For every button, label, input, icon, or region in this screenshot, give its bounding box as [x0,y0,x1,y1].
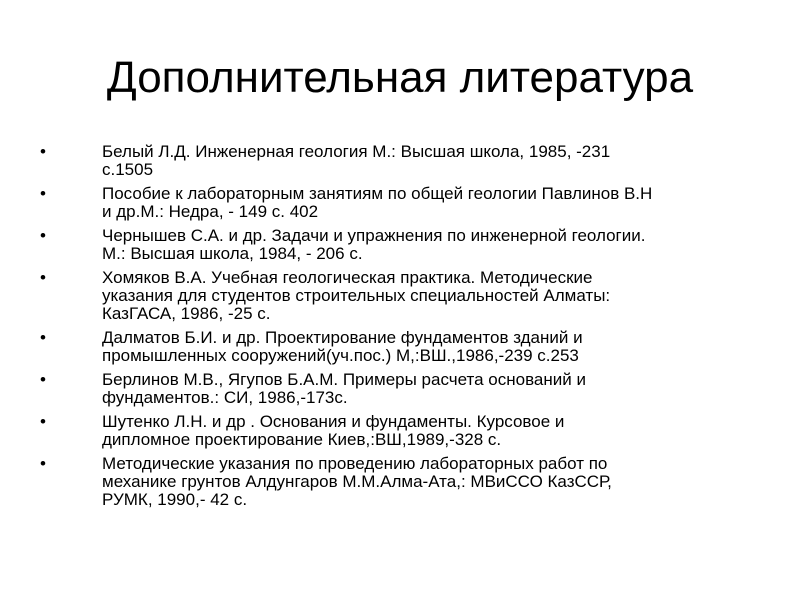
reference-line: механике грунтов Алдунгаров М.М.Алма-Ата,: МВиССО КазССР, [102,472,612,491]
reference-item [40,227,760,263]
reference-line: • Методические указания по проведению лабораторных работ по [102,454,608,473]
reference-line: КазГАСА, 1986, -25 с. [102,304,271,323]
reference-list [40,143,760,515]
reference-line: • Хомяков В.А. Учебная геологическая практика. Методические [102,268,593,287]
reference-line: фундаментов.: СИ, 1986,-173с. [102,388,348,407]
reference-line: • Пособие к лабораторным занятиям по общей геологии Павлинов В.Н [102,184,653,203]
reference-item [40,455,760,509]
reference-item [40,269,760,323]
reference-line: М.: Высшая школа, 1984, - 206 с. [102,244,363,263]
reference-item [40,371,760,407]
reference-line: с.1505 [102,160,154,179]
reference-line: • Берлинов М.В., Ягупов Б.А.М. Примеры расчета оснований и [102,370,586,389]
reference-item [40,143,760,179]
reference-line: промышленных сооружений(уч.пос.) М,:ВШ.,1986,-239 с.253 [102,346,579,365]
slide-title: Дополнительная литература [106,53,694,102]
reference-line: • Шутенко Л.Н. и др . Основания и фундаменты. Курсовое и [102,412,565,431]
reference-item [40,329,760,365]
reference-line: и др.М.: Недра, - 149 с. 402 [102,202,319,221]
reference-item [40,185,760,221]
reference-line: • Белый Л.Д. Инженерная геология М.: Высшая школа, 1985, -231 [102,142,611,161]
reference-line: РУМК, 1990,- 42 с. [102,490,248,509]
reference-line: дипломное проектирование Киев,:ВШ,1989,-328 с. [102,430,502,449]
reference-item [40,413,760,449]
reference-line: указания для студентов строительных специальностей Алматы: [102,286,611,305]
reference-line: • Чернышев С.А. и др. Задачи и упражнения по инженерной геологии. [102,226,646,245]
reference-line: • Далматов Б.И. и др. Проектирование фундаментов зданий и [102,328,583,347]
